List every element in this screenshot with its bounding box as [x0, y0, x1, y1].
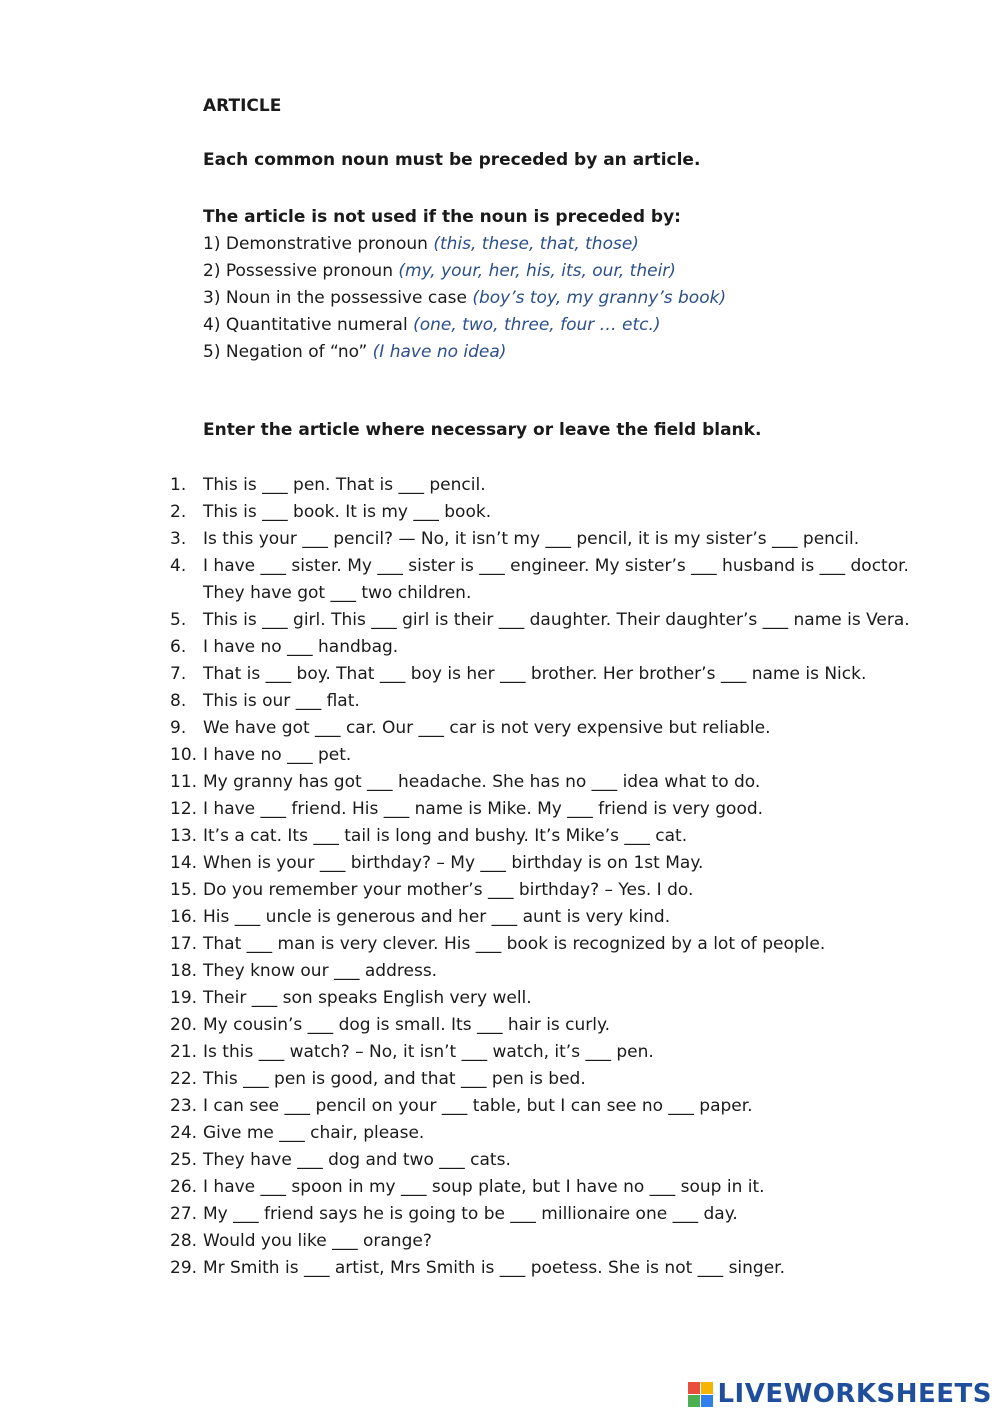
- exercise-item: [170, 769, 930, 796]
- exercise-text: My cousin’s ___ dog is small. Its ___ hair is curly.: [203, 1015, 611, 1035]
- exercise-number: 17.: [170, 934, 198, 954]
- exercise-number: 1.: [170, 475, 187, 495]
- exercise-item: [170, 850, 930, 877]
- page-title: ARTICLE: [203, 96, 282, 116]
- exercise-text: Is this ___ watch? – No, it isn’t ___ watch, it’s ___ pen.: [203, 1042, 654, 1062]
- exercise-number: 24.: [170, 1123, 198, 1143]
- exercise-number: 5.: [170, 610, 187, 630]
- exercise-text: They have ___ dog and two ___ cats.: [203, 1150, 511, 1170]
- exercise-item: [170, 688, 930, 715]
- rule-statement: Each common noun must be preceded by an article.: [203, 150, 701, 170]
- exercise-text: I have ___ spoon in my ___ soup plate, but I have no ___ soup in it.: [203, 1177, 765, 1197]
- exercise-number: 25.: [170, 1150, 198, 1170]
- exercise-number: 18.: [170, 961, 198, 981]
- exception-example: (this, these, that, those): [433, 234, 639, 254]
- exercise-text: I have no ___ pet.: [203, 745, 352, 765]
- exercise-text: Would you like ___ orange?: [203, 1231, 432, 1251]
- exercise-text: It’s a cat. Its ___ tail is long and bushy. It’s Mike’s ___ cat.: [203, 826, 688, 846]
- exercise-text: That is ___ boy. That ___ boy is her ___ brother. Her brother’s ___ name is Nick.: [203, 664, 867, 684]
- exercise-text: Mr Smith is ___ artist, Mrs Smith is ___ poetess. She is not ___ singer.: [203, 1258, 786, 1278]
- exceptions-heading: The article is not used if the noun is preceded by:: [203, 207, 681, 227]
- exercise-item: [170, 877, 930, 904]
- exercise-number: 22.: [170, 1069, 198, 1089]
- exercise-item: [170, 1147, 930, 1174]
- exercise-item: [170, 958, 930, 985]
- exercise-text: That ___ man is very clever. His ___ book is recognized by a lot of people.: [203, 934, 826, 954]
- exercise-item: [170, 1039, 930, 1066]
- exercise-item: [170, 1093, 930, 1120]
- exercise-number: 28.: [170, 1231, 198, 1251]
- exercise-text: When is your ___ birthday? – My ___ birthday is on 1st May.: [203, 853, 704, 873]
- exercise-item: [170, 607, 930, 634]
- exercise-item: [170, 796, 930, 823]
- exercise-item: [170, 1174, 930, 1201]
- exception-example: (boy’s toy, my granny’s book): [472, 288, 727, 308]
- exercise-number: 12.: [170, 799, 198, 819]
- exercise-number: 13.: [170, 826, 198, 846]
- exercise-item: [170, 661, 930, 688]
- exercise-item: [170, 472, 930, 499]
- exercise-number: 11.: [170, 772, 198, 792]
- exercise-list: [170, 472, 930, 1282]
- exception-item: [203, 312, 726, 339]
- exercise-number: 6.: [170, 637, 187, 657]
- exercise-instruction: Enter the article where necessary or leave the field blank.: [203, 420, 762, 440]
- exception-label: 3) Noun in the possessive case: [203, 288, 473, 308]
- exercise-number: 15.: [170, 880, 198, 900]
- exercise-text: I have ___ sister. My ___ sister is ___ engineer. My sister’s ___ husband is ___ doctor. They have got ___ two children.: [203, 556, 909, 603]
- exercise-text: This is ___ book. It is my ___ book.: [203, 502, 492, 522]
- exercise-number: 14.: [170, 853, 198, 873]
- exercise-item: [170, 1201, 930, 1228]
- exercise-text: His ___ uncle is generous and her ___ aunt is very kind.: [203, 907, 671, 927]
- exercise-text: I have ___ friend. His ___ name is Mike. My ___ friend is very good.: [203, 799, 764, 819]
- exception-label: 1) Demonstrative pronoun: [203, 234, 434, 254]
- exercise-text: I have no ___ handbag.: [203, 637, 399, 657]
- exercise-item: [170, 1066, 930, 1093]
- exercise-text: My granny has got ___ headache. She has no ___ idea what to do.: [203, 772, 761, 792]
- exception-label: 5) Negation of “no”: [203, 342, 373, 362]
- exercise-item: [170, 931, 930, 958]
- exercise-number: 3.: [170, 529, 187, 549]
- exercise-text: This is ___ girl. This ___ girl is their ___ daughter. Their daughter’s ___ name is Vera.: [203, 610, 910, 630]
- exercise-item: [170, 715, 930, 742]
- exercise-text: I can see ___ pencil on your ___ table, but I can see no ___ paper.: [203, 1096, 753, 1116]
- exercise-number: 7.: [170, 664, 187, 684]
- exercise-text: They know our ___ address.: [203, 961, 438, 981]
- exception-example: (my, your, her, his, its, our, their): [398, 261, 676, 281]
- exercise-item: [170, 742, 930, 769]
- exercise-text: This is ___ pen. That is ___ pencil.: [203, 475, 486, 495]
- exercise-number: 10.: [170, 745, 198, 765]
- exception-item: [203, 285, 726, 312]
- exercise-text: Their ___ son speaks English very well.: [203, 988, 532, 1008]
- exercise-item: [170, 823, 930, 850]
- exercise-item: [170, 526, 930, 553]
- exercise-item: [170, 1012, 930, 1039]
- exercise-number: 19.: [170, 988, 198, 1008]
- exercise-text: This is our ___ flat.: [203, 691, 360, 711]
- exercise-number: 23.: [170, 1096, 198, 1116]
- exercise-item: [170, 634, 930, 661]
- exercise-text: Do you remember your mother’s ___ birthday? – Yes. I do.: [203, 880, 694, 900]
- exercise-number: 2.: [170, 502, 187, 522]
- exercise-item: [170, 499, 930, 526]
- exercise-text: We have got ___ car. Our ___ car is not very expensive but reliable.: [203, 718, 771, 738]
- exception-example: (I have no idea): [372, 342, 507, 362]
- exercise-number: 29.: [170, 1258, 198, 1278]
- exception-example: (one, two, three, four … etc.): [413, 315, 661, 335]
- exercise-text: Is this your ___ pencil? — No, it isn’t my ___ pencil, it is my sister’s ___ pencil.: [203, 529, 860, 549]
- brand-name: LIVEWORKSHEETS: [717, 1379, 992, 1409]
- exercise-item: [170, 553, 930, 607]
- exercise-number: 9.: [170, 718, 187, 738]
- exercise-number: 20.: [170, 1015, 198, 1035]
- logo-mark-icon: [688, 1382, 713, 1407]
- exception-item: [203, 231, 726, 258]
- exception-label: 2) Possessive pronoun: [203, 261, 399, 281]
- exercise-text: My ___ friend says he is going to be ___ millionaire one ___ day.: [203, 1204, 738, 1224]
- exercise-number: 21.: [170, 1042, 198, 1062]
- exercise-number: 8.: [170, 691, 187, 711]
- exercise-item: [170, 1120, 930, 1147]
- exercise-item: [170, 1228, 930, 1255]
- exception-item: [203, 339, 726, 366]
- exercise-item: [170, 904, 930, 931]
- exercise-number: 16.: [170, 907, 198, 927]
- exercise-item: [170, 985, 930, 1012]
- exception-item: [203, 258, 726, 285]
- exercise-text: This ___ pen is good, and that ___ pen is bed.: [203, 1069, 586, 1089]
- exercise-item: [170, 1255, 930, 1282]
- exercise-number: 27.: [170, 1204, 198, 1224]
- exceptions-section: [203, 204, 726, 366]
- exercise-text: Give me ___ chair, please.: [203, 1123, 425, 1143]
- exercise-number: 4.: [170, 556, 187, 576]
- liveworksheets-logo: [688, 1379, 992, 1409]
- exception-label: 4) Quantitative numeral: [203, 315, 414, 335]
- exercise-number: 26.: [170, 1177, 198, 1197]
